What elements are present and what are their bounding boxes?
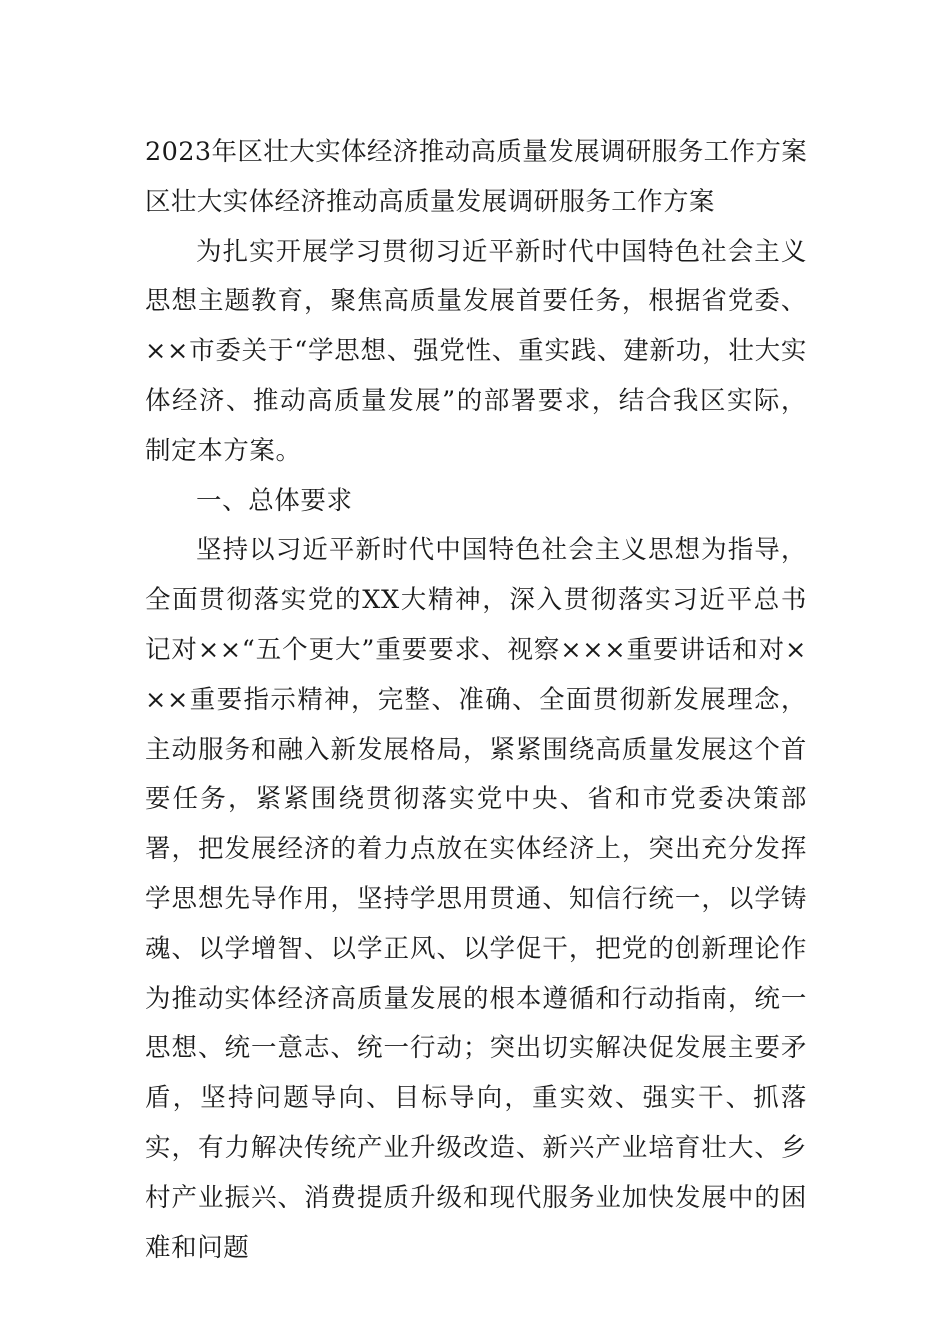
general-requirements-paragraph: 坚持以习近平新时代中国特色社会主义思想为指导，全面贯彻落实党的XX大精神，深入贯彻落实习近平总书记对××“五个更大”重要要求、视察×××重要讲话和对×××重要指示精神，完整、准确、全面贯彻新发展理念，主动服务和融入新发展格局，紧紧围绕高质量发展这个首要任务，紧紧围绕贯彻落实党中央、省和市党委决策部署，把发展经济的着力点放在实体经济上，突出充分发挥学思想先导作用，坚持学思用贯通、知信行统一，以学铸魂、以学增智、以学正风、以学促干，把党的创新理论作为推动实体经济高质量发展的根本遵循和行动指南，统一思想、统一意志、统一行动；突出切实解决促发展主要矛盾，坚持问题导向、目标导向，重实效、强实干、抓落实，有力解决传统产业升级改造、新兴产业培育壮大、乡村产业振兴、消费提质升级和现代服务业加快发展中的困难和问题 — [145, 535, 807, 1263]
document-subtitle: 区壮大实体经济推动高质量发展调研服务工作方案 — [145, 186, 715, 217]
document-title: 2023年区壮大实体经济推动高质量发展调研服务工作方案 — [145, 137, 808, 167]
section-heading-general-requirements: 一、总体要求 — [196, 485, 353, 516]
intro-paragraph: 为扎实开展学习贯彻习近平新时代中国特色社会主义思想主题教育，聚焦高质量发展首要任务，根据省党委、××市委关于“学思想、强党性、重实践、建新功，壮大实体经济、推动高质量发展”的部署要求，结合我区实际，制定本方案。 — [145, 236, 807, 466]
document-body — [145, 128, 807, 1273]
